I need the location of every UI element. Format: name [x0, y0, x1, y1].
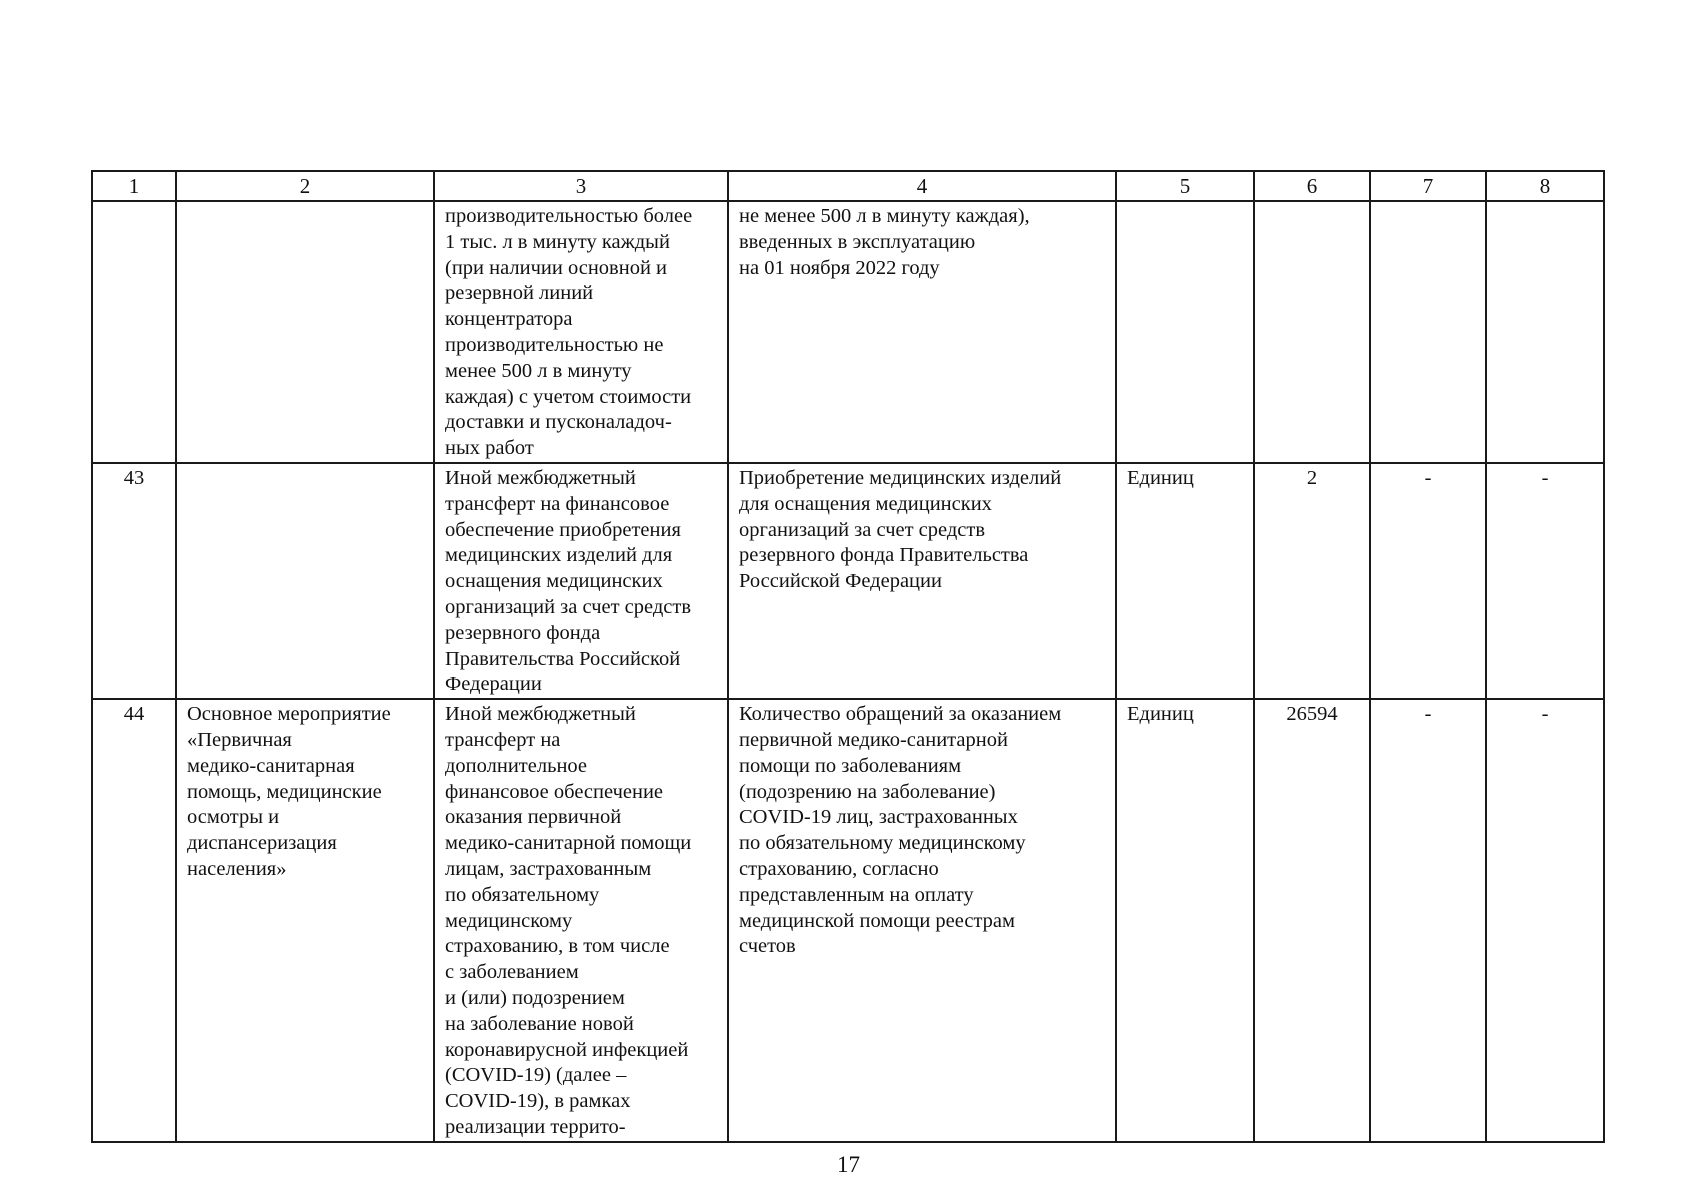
event-name-cell [176, 463, 434, 699]
col8-cell [1486, 201, 1604, 463]
unit-cell [1116, 201, 1254, 463]
table-row [92, 699, 1604, 1142]
indicator-cell: Количество обращений за оказанием первичной медико-санитарной помощи по заболеваниям (подозрению на заболевание) COVID-19 лиц, застрахованных по обязательному медицинскому страхованию, согласно представленным на оплату медицинской помощи реестрам счетов [728, 699, 1116, 1142]
row-number-cell: 43 [92, 463, 176, 699]
col8-cell: - [1486, 463, 1604, 699]
header-cell-5: 5 [1116, 171, 1254, 201]
value-cell: 2 [1254, 463, 1370, 699]
event-name-cell: Основное мероприятие «Первичная медико-санитарная помощь, медицинские осмотры и диспансеризация населения» [176, 699, 434, 1142]
unit-cell: Единиц [1116, 699, 1254, 1142]
data-table [91, 170, 1605, 1143]
transfer-description-cell: Иной межбюджетный трансферт на дополнительное финансовое обеспечение оказания первичной медико-санитарной помощи лицам, застрахованным по обязательному медицинскому страхованию, в том числе с заболеванием и (или) подозрением на заболевание новой коронавирусной инфекцией (COVID-19) (далее – COVID-19), в рамках реализации террито- [434, 699, 728, 1142]
header-cell-4: 4 [728, 171, 1116, 201]
transfer-description-cell: производительностью более 1 тыс. л в минуту каждый (при наличии основной и резервной линий концентратора производительностью не менее 500 л в минуту каждая) с учетом стоимости доставки и пусконаладоч- ных работ [434, 201, 728, 463]
table-header-row [92, 171, 1604, 201]
col8-cell: - [1486, 699, 1604, 1142]
indicator-cell: не менее 500 л в минуту каждая), введенных в эксплуатацию на 01 ноября 2022 году [728, 201, 1116, 463]
transfer-description-cell: Иной межбюджетный трансферт на финансовое обеспечение приобретения медицинских изделий для оснащения медицинских организаций за счет средств резервного фонда Правительства Российской Федерации [434, 463, 728, 699]
unit-cell: Единиц [1116, 463, 1254, 699]
row-number-cell [92, 201, 176, 463]
row-number-cell: 44 [92, 699, 176, 1142]
col7-cell [1370, 201, 1486, 463]
event-name-cell [176, 201, 434, 463]
col7-cell: - [1370, 463, 1486, 699]
table-row [92, 463, 1604, 699]
header-cell-3: 3 [434, 171, 728, 201]
value-cell [1254, 201, 1370, 463]
table-row [92, 201, 1604, 463]
col7-cell: - [1370, 699, 1486, 1142]
header-cell-6: 6 [1254, 171, 1370, 201]
indicator-cell: Приобретение медицинских изделий для оснащения медицинских организаций за счет средств резервного фонда Правительства Российской Федерации [728, 463, 1116, 699]
header-cell-1: 1 [92, 171, 176, 201]
page-number: 17 [837, 1152, 860, 1177]
value-cell: 26594 [1254, 699, 1370, 1142]
header-cell-2: 2 [176, 171, 434, 201]
header-cell-8: 8 [1486, 171, 1604, 201]
header-cell-7: 7 [1370, 171, 1486, 201]
